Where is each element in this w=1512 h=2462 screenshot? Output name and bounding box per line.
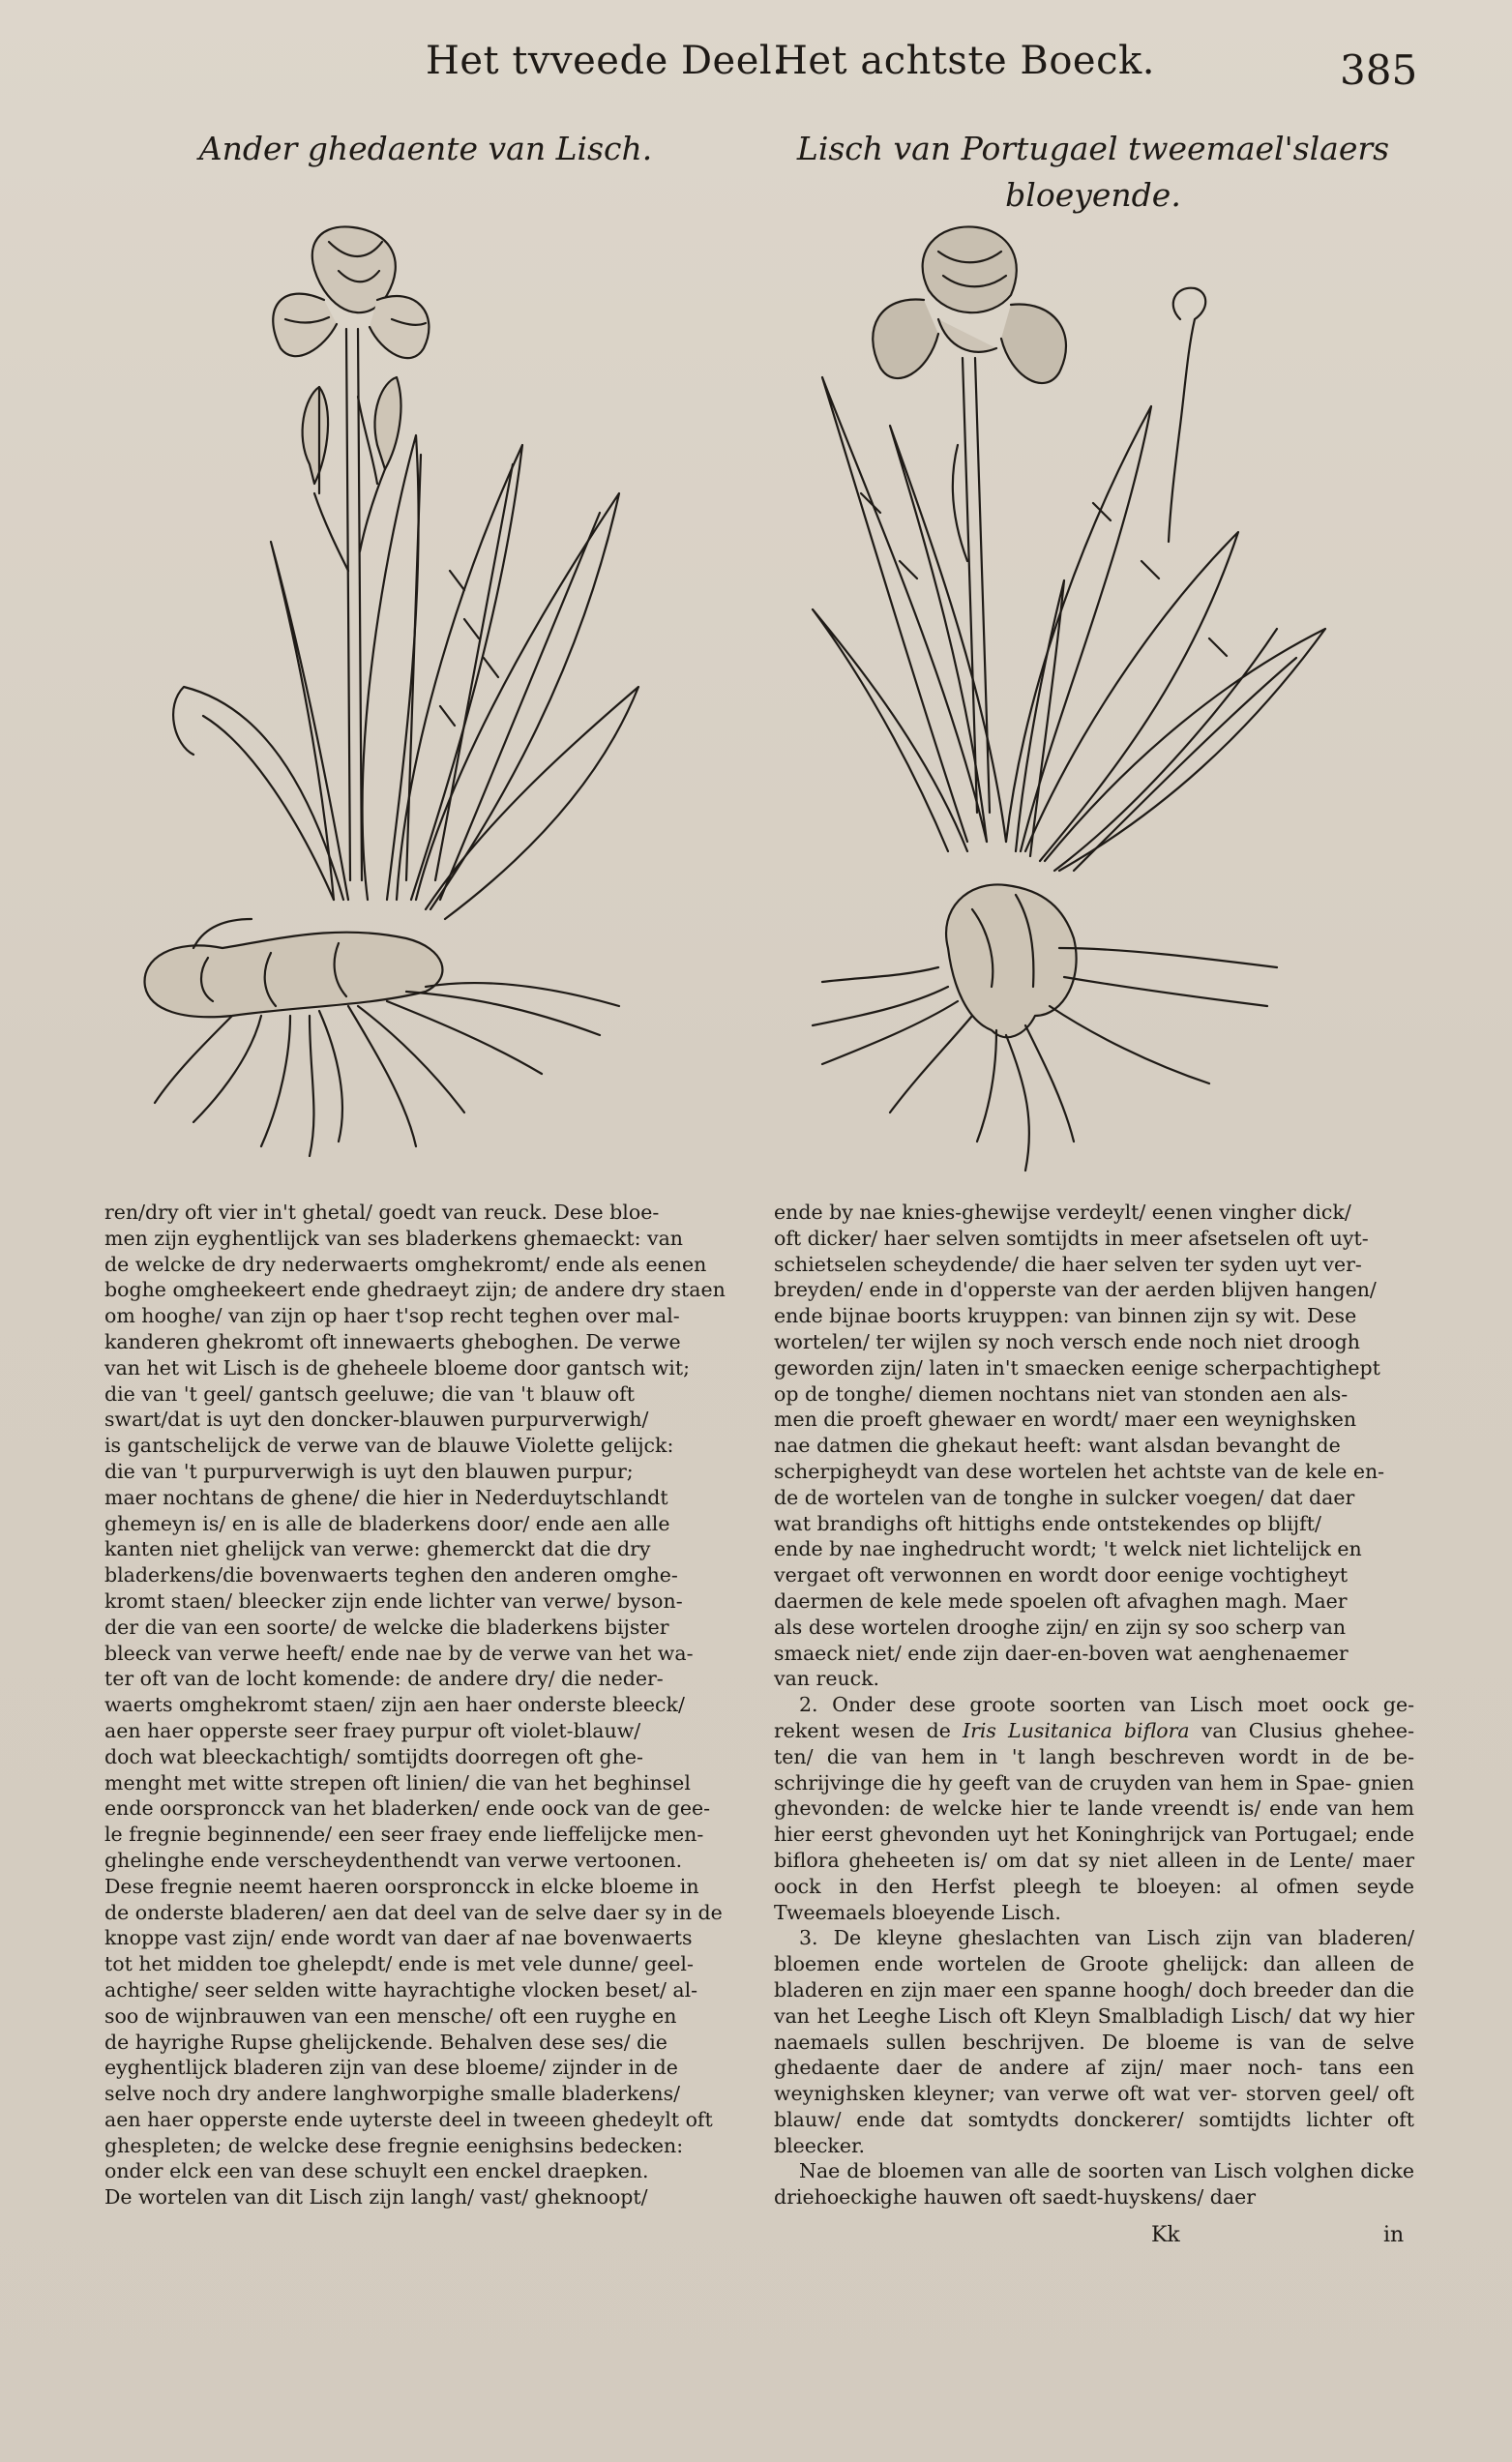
text-column-right (774, 1200, 1414, 2210)
body-line: geworden zijn/ laten in't smaecken eenige scherpachtighept (774, 1355, 1380, 1379)
body-line: die van 't purpurverwigh is uyt den blauwen purpur; (104, 1459, 634, 1483)
body-line: scherpigheydt van dese wortelen het achtste van de kele en- (774, 1459, 1385, 1483)
iris-rhizome-woodcut (116, 203, 735, 1161)
body-line: kanderen ghekromt oft innewaerts gheboghen. De verwe (104, 1329, 681, 1353)
body-line: onder elck een van dese schuylt een enckel draepken. (104, 2159, 649, 2183)
body-line: die van 't geel/ gantsch geeluwe; die van 't blauw oft (104, 1381, 635, 1406)
paragraph-iris-lusitanica (774, 1692, 1414, 1925)
body-line: de de wortelen van de tonghe in sulcker voegen/ dat daer (774, 1485, 1355, 1509)
body-line: boghe omgheekeert ende ghedraeyt zijn; de andere dry staen (104, 1278, 726, 1302)
body-line: aen haer opperste seer fraey purpur oft violet-blauw/ (104, 1718, 641, 1742)
body-line: breyden/ ende in d'opperste van der aerden blijven hangen/ (774, 1278, 1377, 1302)
body-line: le fregnie beginnende/ een seer fraey ende lieffelijcke men- (104, 1823, 704, 1847)
body-line: men die proeft ghewaer en wordt/ maer een weynighsken (774, 1408, 1357, 1432)
body-line: men zijn eyghentlijck van ses bladerkens ghemaeckt: van (104, 1226, 684, 1250)
body-line: op de tonghe/ diemen nochtans niet van stonden aen als- (774, 1381, 1349, 1406)
body-line: van reuck. (774, 1667, 880, 1691)
body-line: der die van een soorte/ de welcke die bladerkens bijster (104, 1615, 669, 1639)
paragraph-text: van Clusius ghehee- ten/ die van hem in 't langh beschreven wordt in de be- schrijvinge die hy geeft van de cruyden van hem in Spae- gnien ghevonden: de welcke hier te lande vreendt is/ ende van hem hier eerst ghevonden uyt het Koninghrijck van Portugael; ende biflora gheheeten is/ om dat sy niet alleen in de Lente/ maer oock in den Herfst pleegh te bloeyen: al ofmen seyde Tweemaels bloeyende Lisch. (774, 1718, 1414, 1924)
body-line: swart/dat is uyt den doncker-blauwen purpurverwigh/ (104, 1408, 649, 1432)
body-line: de hayrighe Rupse ghelijckende. Behalven dese ses/ die (104, 2030, 667, 2054)
body-line: van het wit Lisch is de gheheele bloeme door gantsch wit; (104, 1355, 690, 1379)
body-line: De wortelen van dit Lisch zijn langh/ vast/ gheknoopt/ (104, 2185, 648, 2210)
body-line: bladerkens/die bovenwaerts teghen den anderen omghe- (104, 1563, 678, 1587)
body-line: ende by nae knies-ghewijse verdeylt/ eenen vingher dick/ (774, 1201, 1351, 1224)
body-line: waerts omghekromt staen/ zijn aen haer onderste bleeck/ (104, 1693, 685, 1717)
body-line: eyghentlijck bladeren zijn van dese bloeme/ zijnder in de (104, 2056, 678, 2080)
body-line: smaeck niet/ ende zijn daer-en-boven wat aenghenaemer (774, 1641, 1349, 1665)
body-line: de onderste bladeren/ aen dat deel van de selve daer sy in de (104, 1900, 723, 1924)
body-line: ende bijnae boorts kruyppen: van binnen zijn sy wit. Dese (774, 1304, 1357, 1328)
illustration-caption-left: Ander ghedaente van Lisch. (198, 130, 653, 167)
body-line: nae datmen die ghekaut heeft: want alsdan bevanght de (774, 1434, 1341, 1458)
text-column-left (104, 1200, 745, 2210)
paragraph-small-iris: 3. De kleyne gheslachten van Lisch zijn van bladeren/ bloemen ende wortelen de Groote ghelijck: dan alleen de bladeren en zijn maer een spanne hoogh/ doch breeder dan die van het Leeghe Lisch oft Kleyn Smalbladigh Lisch/ dat wy hier naemaels sullen beschrijven. De bloeme is van de selve ghedaente daer de andere af zijn/ maer noch- tans een weynighsken kleyner; van verwe oft wat ver- storven geel/ oft blauw/ ende dat somtydts donckerer/ somtijdts lichter oft bleecker. (774, 1926, 1414, 2157)
body-line: ende by nae inghedrucht wordt; 't welck niet lichtelijck en (774, 1537, 1362, 1561)
page-number: 385 (1340, 46, 1418, 94)
body-line: de welcke de dry nederwaerts omghekromt/ ende als eenen (104, 1252, 707, 1276)
illustration-caption-right: Lisch van Portugael tweemael'slaers bloeyende. (796, 130, 1390, 214)
body-line: selve noch dry andere langhworpighe smalle bladerkens/ (104, 2082, 681, 2106)
body-line: aen haer opperste ende uyterste deel in tweeen ghedeylt oft (104, 2107, 713, 2131)
body-line: ghemeyn is/ en is alle de bladerkens door/ ende aen alle (104, 1511, 670, 1535)
body-line: ghelinghe ende verscheydenthendt van verwe vertoonen. (104, 1848, 683, 1872)
body-line: tot het midden toe ghelepdt/ ende is met vele dunne/ geel- (104, 1952, 694, 1976)
body-line: als dese wortelen drooghe zijn/ en zijn sy soo scherp van (774, 1615, 1347, 1639)
body-line: oft dicker/ haer selven somtijdts in meer afsetselen oft uyt- (774, 1226, 1369, 1250)
catchword: in (1383, 2223, 1405, 2247)
body-line: soo de wijnbrauwen van een mensche/ oft een ruyghe en (104, 2003, 677, 2028)
body-line: maer nochtans de ghene/ die hier in Nederduytschlandt (104, 1485, 668, 1509)
body-line: wat brandighs oft hittighs ende ontstekendes op blijft/ (774, 1511, 1321, 1535)
body-line: wortelen/ ter wijlen sy noch versch ende noch niet droogh (774, 1329, 1360, 1353)
body-line: ende oorsproncck van het bladerken/ ende oock van de gee- (104, 1796, 711, 1821)
body-line: Dese fregnie neemt haeren oorsproncck in elcke bloeme in (104, 1874, 699, 1898)
body-line: is gantschelijck de verwe van de blauwe Violette gelijck: (104, 1434, 674, 1458)
paragraph-text: 2. Onder dese groote soorten van Lisch moet oock ge- rekent wesen de (774, 1693, 1414, 1742)
body-line: kanten niet ghelijck van verwe: ghemerckt dat die dry (104, 1537, 651, 1561)
body-line: achtighe/ seer selden witte hayrachtighe vlocken beset/ al- (104, 1977, 698, 2002)
body-line: om hooghe/ van zijn op haer t'sop recht teghen over mal- (104, 1304, 680, 1328)
body-line: ren/dry oft vier in't ghetal/ goedt van reuck. Dese bloe- (104, 1201, 660, 1224)
body-line: ter oft van de locht komende: de andere dry/ die neder- (104, 1667, 664, 1691)
body-line: vergaet oft verwonnen en wordt door eenige vochtigheyt (774, 1563, 1349, 1587)
running-head-right: Het achtste Boeck. (774, 39, 1155, 83)
body-line: ghespleten; de welcke dese fregnie eenighsins bedecken: (104, 2133, 684, 2157)
running-head-left: Het tvveede Deel. (426, 39, 786, 83)
body-line: bleeck van verwe heeft/ ende nae by de verwe van het wa- (104, 1641, 694, 1665)
iris-bulb-woodcut (803, 213, 1422, 1190)
signature-mark: Kk (1151, 2223, 1180, 2247)
body-line: doch wat bleeckachtigh/ somtijdts doorregen oft ghe- (104, 1744, 643, 1768)
paragraph-seed-pods: Nae de bloemen van alle de soorten van Lisch volghen dicke driehoeckighe hauwen oft saedt-huyskens/ daer (774, 2159, 1414, 2210)
body-line: menght met witte strepen oft linien/ die van het beghinsel (104, 1770, 691, 1795)
body-line: daermen de kele mede spoelen oft afvaghen magh. Maer (774, 1588, 1348, 1613)
body-line: schietselen scheydende/ die haer selven ter syden uyt ver- (774, 1252, 1362, 1276)
latin-name: Iris Lusitanica biflora (962, 1718, 1190, 1742)
body-line: kromt staen/ bleecker zijn ende lichter van verwe/ byson- (104, 1588, 683, 1613)
body-line: knoppe vast zijn/ ende wordt van daer af nae bovenwaerts (104, 1926, 693, 1950)
